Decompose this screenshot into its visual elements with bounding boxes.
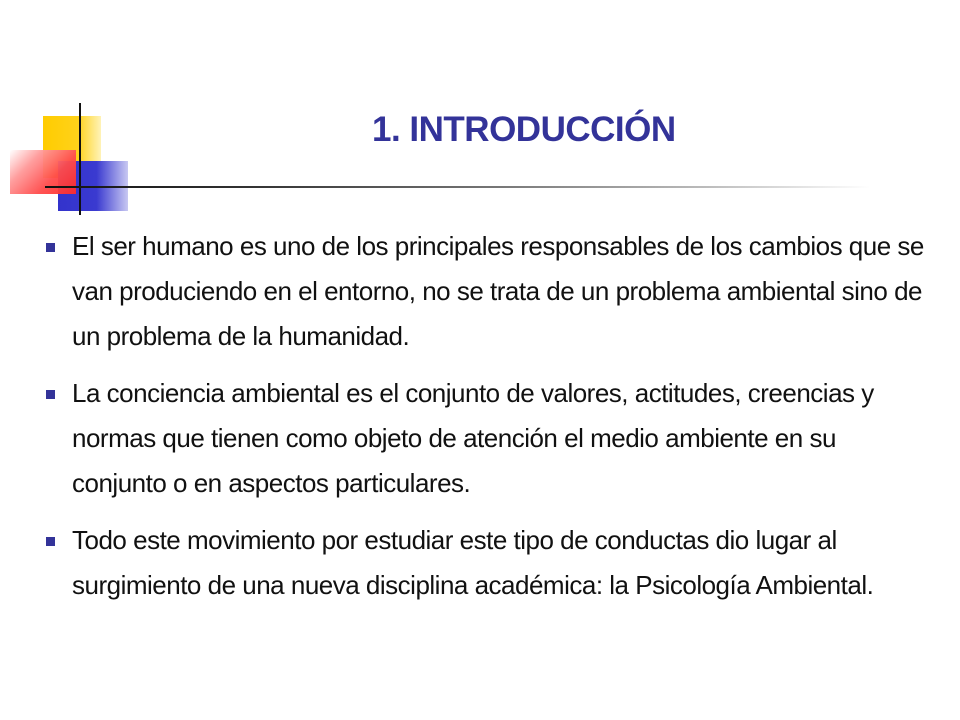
bullet-item [46, 518, 926, 608]
bullet-text: La conciencia ambiental es el conjunto de valores, actitudes, creencias y normas que tienen como objeto de atención el medio ambiente en su conjunto o en aspectos particulares. [72, 378, 874, 498]
bullet-text: El ser humano es uno de los principales responsables de los cambios que se van produciendo en el entorno, no se trata de un problema ambiental sino de un problema de la humanidad. [72, 231, 924, 351]
decorative-corner-graphic [0, 0, 200, 230]
slide-title: 1. INTRODUCCIÓN [372, 110, 676, 149]
bullet-item [46, 224, 926, 359]
square-bullet-icon [46, 537, 55, 546]
bullet-list [46, 224, 926, 620]
square-bullet-icon [46, 390, 55, 399]
vertical-line-decoration [79, 103, 81, 215]
bullet-item [46, 371, 926, 506]
square-bullet-icon [46, 243, 55, 252]
bullet-text: Todo este movimiento por estudiar este tipo de conductas dio lugar al surgimiento de una nueva disciplina académica: la Psicología Ambiental. [72, 525, 874, 600]
title-underline-divider [45, 186, 870, 188]
